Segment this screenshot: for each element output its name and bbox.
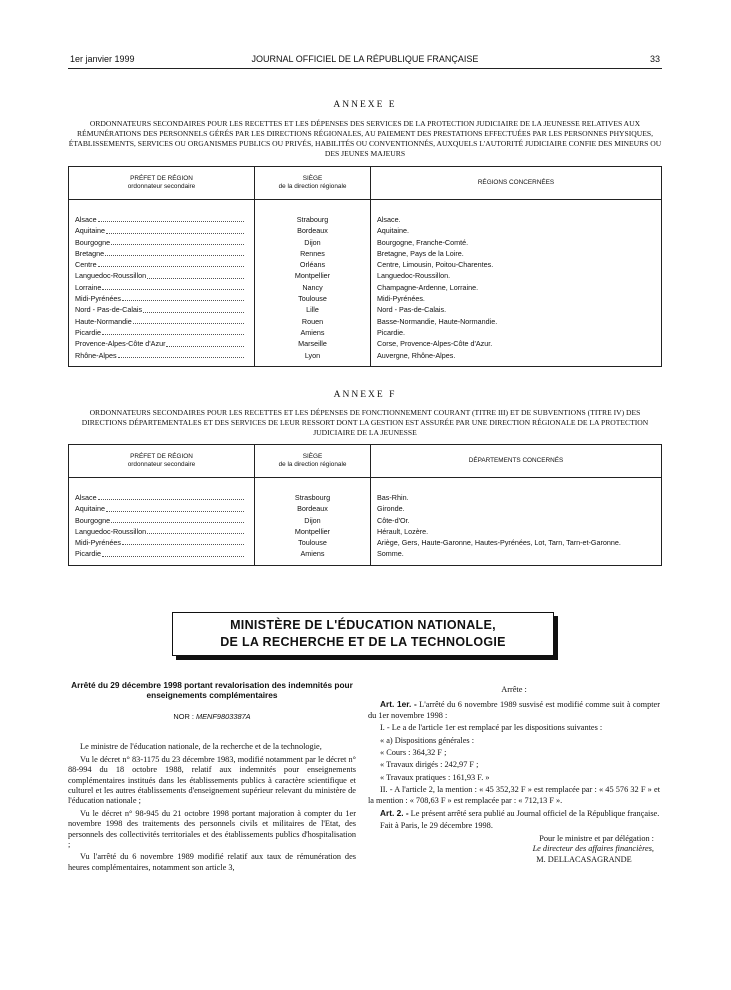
prefet-list [69, 200, 254, 366]
table-row-concerned: Corse, Provence-Alpes-Côte d'Azur. [377, 339, 493, 349]
table-row-concerned: Ariège, Gers, Haute-Garonne, Hautes-Pyrénées, Lot, Tarn, Tarn-et-Garonne. [377, 538, 621, 548]
table-row-siege: Amiens [300, 549, 325, 559]
dot-leader [106, 225, 244, 233]
siege-list [255, 200, 370, 366]
dot-leader [133, 316, 244, 324]
table-row-concerned: Bas-Rhin. [377, 493, 409, 502]
departements-concerned-list [371, 478, 661, 565]
article-1-dispositions: « a) Dispositions générales : [380, 735, 475, 745]
article-1 [368, 699, 660, 721]
col-header-siege [255, 167, 371, 200]
col-header-departements: DÉPARTEMENTS CONCERNÉS [371, 445, 662, 478]
table-row-concerned: Centre, Limousin, Poitou-Charentes. [377, 260, 494, 270]
table-row-concerned: Alsace. [377, 215, 401, 224]
siege-column [255, 200, 371, 367]
journal-title: JOURNAL OFFICIEL DE LA RÉPUBLIQUE FRANÇAISE [251, 54, 479, 64]
preamble-paragraph: Vu l'arrêté du 6 novembre 1989 modifié relatif aux taux de rémunération des heures complémentaires, notamment son article 3, [68, 852, 356, 872]
region-name: Centre [75, 260, 97, 270]
annexe-f-description: ORDONNATEURS SECONDAIRES POUR LES RECETTES ET LES DÉPENSES DE FONCTIONNEMENT COURANT (TITRE III) ET DE SUBVENTIONS (TITRE IV) DES DIRECTIONS DÉPARTEMENTALES ET DES SERVICES DE LEUR RESSORT DONT LA GESTION EST ASSURÉE PAR UNE DIRECTION RÉGIONALE DE LA PROTECTION JUDICIAIRE DE LA JEUNESSE [81, 408, 649, 437]
table-row-region [69, 503, 254, 514]
regions-concerned-list [371, 200, 661, 366]
table-row-concerned: Picardie. [377, 327, 405, 337]
table-row-siege: Nancy [302, 282, 323, 292]
siege-column [255, 478, 371, 566]
article-1-part-i: I. - Le a de l'article 1er est remplacé par les dispositions suivantes : [380, 723, 603, 733]
col-header-regions: RÉGIONS CONCERNÉES [371, 167, 662, 200]
region-name: Bourgogne [75, 237, 111, 247]
table-row-concerned: Languedoc-Roussillon. [377, 271, 451, 281]
dot-leader [118, 350, 244, 358]
table-row-siege: Rouen [301, 316, 324, 326]
col-header-prefet [69, 167, 255, 200]
col-header-siege-line1: SIÈGE [302, 453, 323, 460]
region-name: Midi-Pyrénées [75, 294, 121, 304]
col-header-siege [255, 445, 371, 478]
dot-leader [102, 548, 244, 556]
table-row-siege: Montpellier [294, 526, 331, 536]
nor-code: MENF9803387A [195, 712, 251, 721]
table-row-region [69, 248, 254, 259]
region-name: Picardie [75, 327, 101, 337]
table-row-siege: Lille [306, 305, 319, 315]
col-header-prefet [69, 445, 255, 478]
col-header-siege-line1: SIÈGE [302, 175, 323, 182]
page-header [70, 54, 660, 68]
table-row-region [69, 237, 254, 248]
col-header-siege-line2: de la direction régionale [278, 183, 347, 190]
region-name: Bourgogne [75, 515, 111, 525]
header-rule [68, 68, 662, 69]
article-1-cours: « Cours : 364,32 F ; [380, 748, 447, 758]
nor-label: NOR : [173, 712, 194, 721]
right-column [368, 685, 660, 865]
region-name: Picardie [75, 549, 101, 559]
signature-line-2: Le directeur des affaires financières, [532, 844, 654, 854]
dot-leader [143, 304, 244, 312]
article-1-travaux-diriges: « Travaux dirigés : 242,97 F ; [380, 760, 479, 770]
article-2 [368, 808, 660, 819]
table-row-region [69, 548, 254, 559]
table-row-concerned: Champagne-Ardenne, Lorraine. [377, 282, 479, 292]
arrete-title: Arrêté du 29 décembre 1998 portant revalorisation des indemnités pour enseignements complémentaires [71, 680, 353, 700]
region-name: Languedoc-Roussillon [75, 271, 147, 281]
table-row-siege: Montpellier [294, 271, 331, 281]
article-2-label: Art. 2. - [380, 808, 409, 819]
region-name: Languedoc-Roussillon [75, 526, 147, 536]
region-name: Aquitaine [75, 226, 105, 236]
page-number: 33 [649, 54, 660, 64]
table-row-concerned: Gironde. [377, 504, 405, 514]
table-row-region [69, 492, 254, 503]
table-row-concerned: Côte-d'Or. [377, 515, 410, 525]
dot-leader [111, 237, 244, 245]
table-row-region [69, 270, 254, 281]
table-row-siege: Toulouse [298, 538, 327, 548]
table-row-siege: Marseille [298, 339, 327, 349]
table-row-region [69, 214, 254, 225]
prefet-column [69, 200, 255, 367]
ministry-heading-box [172, 612, 554, 656]
table-row-region [69, 316, 254, 327]
table-row-siege: Strasbourg [294, 493, 331, 502]
table-row-concerned: Bourgogne, Franche-Comté. [377, 237, 469, 247]
region-name: Lorraine [75, 282, 102, 292]
dot-leader [166, 338, 244, 346]
signatory-name: M. DELLACASAGRANDE [536, 854, 632, 864]
article-1-label: Art. 1er. - [380, 699, 417, 710]
ministry-line-1: MINISTÈRE DE L'ÉDUCATION NATIONALE, [230, 618, 496, 632]
nor-reference [68, 712, 356, 722]
col-header-prefet-line1: PRÉFET DE RÉGION [130, 453, 193, 460]
region-name: Alsace [75, 493, 97, 502]
table-row-concerned: Hérault, Lozère. [377, 526, 429, 536]
dot-leader [106, 503, 244, 511]
col-header-prefet-line2: ordonnateur secondaire [127, 183, 196, 190]
prefet-column [69, 478, 255, 566]
table-row-region [69, 515, 254, 526]
table-row-region [69, 526, 254, 537]
table-row-siege: Rennes [300, 248, 325, 258]
done-at: Fait à Paris, le 29 décembre 1998. [380, 821, 493, 831]
header-date: 1er janvier 1999 [70, 54, 135, 64]
table-row-region [69, 327, 254, 338]
table-row-concerned: Midi-Pyrénées. [377, 294, 425, 304]
dot-leader [102, 282, 244, 290]
table-row-siege: Orléans [299, 260, 326, 270]
col-header-prefet-line2: ordonnateur secondaire [127, 461, 196, 468]
region-name: Midi-Pyrénées [75, 538, 121, 548]
region-name: Bretagne [75, 248, 105, 258]
prefet-list [69, 478, 254, 565]
table-row-region [69, 350, 254, 361]
table-row-siege: Toulouse [298, 294, 327, 304]
table-row-concerned: Nord - Pas-de-Calais. [377, 305, 447, 315]
preamble-paragraph: Vu le décret n° 83-1175 du 23 décembre 1983, modifié notamment par le décret n° 88-994 du 18 octobre 1988, relatif aux indemnités pour enseignements complémentaires institués dans les établissements publics à caractère scientifique et culturel et les autres établissements d'enseignement supérieur relevant du ministère de l'éducation nationale ; [68, 754, 356, 806]
article-1-text: L'arrêté du 6 novembre 1989 susvisé est modifié comme suit à compter du 1er novembre 1998 : [368, 700, 661, 720]
regions-concerned-column [371, 200, 662, 367]
signature-line-1: Pour le ministre et par délégation : [539, 833, 654, 843]
table-row-region [69, 225, 254, 236]
dot-leader [122, 293, 244, 301]
region-name: Aquitaine [75, 504, 105, 514]
annexe-f-title: ANNEXE F [333, 390, 397, 400]
dot-leader [98, 214, 244, 222]
ministry-line-2: DE LA RECHERCHE ET DE LA TECHNOLOGIE [220, 635, 506, 649]
dot-leader [98, 259, 244, 267]
table-row-region [69, 304, 254, 315]
table-row-concerned: Bretagne, Pays de la Loire. [377, 248, 464, 258]
preamble-paragraph: Le ministre de l'éducation nationale, de la recherche et de la technologie, [80, 742, 322, 752]
table-row-region [69, 338, 254, 349]
table-row-siege: Lyon [304, 350, 321, 360]
preamble-paragraph: Vu le décret n° 98-945 du 21 octobre 1998 portant majoration à compter du 1er novembre 1998 des traitements des personnels civils et militaires de l'Etat, des personnels des collectivités territoriales et des établissements publics d'hospitalisation ; [68, 808, 356, 850]
table-row-concerned: Auvergne, Rhône-Alpes. [377, 350, 456, 360]
dot-leader [102, 327, 244, 335]
table-row-siege: Amiens [300, 327, 325, 337]
table-row-siege: Bordeaux [297, 504, 328, 514]
dot-leader [147, 270, 244, 278]
region-name: Alsace [75, 215, 97, 224]
table-row-siege: Bordeaux [297, 226, 328, 236]
article-2-text: Le présent arrêté sera publié au Journal officiel de la République française. [410, 809, 660, 819]
dot-leader [98, 492, 244, 500]
region-name: Provence-Alpes-Côte d'Azur [75, 339, 166, 349]
article-1-travaux-pratiques: « Travaux pratiques : 161,93 F. » [380, 772, 490, 782]
annexe-e-description: ORDONNATEURS SECONDAIRES POUR LES RECETTES ET LES DÉPENSES DES SERVICES DE LA PROTECTION JUDICIAIRE DE LA JEUNESSE RELATIVES AUX RÉMUNÉRATIONS DES PERSONNELS GÉRÉS PAR LES DIRECTIONS RÉGIONALES, AU PAIEMENT DES PRESTATIONS EFFECTUÉES PAR LES PERSONNES PHYSIQUES, ÉTABLISSEMENTS, SERVICES OU ORGANISMES PUBLICS OU PRIVÉS, HABILITÉS OU CONVENTIONNÉS, AUXQUELS L'AUTORITÉ JUDICIAIRE CONFIE DES MINEURS OU DES JEUNES MAJEURS [68, 119, 662, 158]
table-row-siege: Strabourg [296, 215, 329, 224]
table-row-region [69, 293, 254, 304]
departements-concerned-column [371, 478, 662, 566]
dot-leader [105, 248, 244, 256]
table-row-concerned: Aquitaine. [377, 226, 409, 236]
annexe-f-table [68, 444, 662, 566]
article-1-part-ii: II. - A l'article 2, la mention : « 45 352,32 F » est remplacée par : « 45 576 32 F » et la mention : « 708,63 F » est remplacée par : « 712,13 F ». [368, 785, 660, 805]
table-row-siege: Dijon [304, 237, 321, 247]
table-row-concerned: Somme. [377, 549, 404, 559]
region-name: Haute-Normandie [75, 316, 132, 326]
table-row-concerned: Basse-Normandie, Haute-Normandie. [377, 316, 498, 326]
region-name: Rhône-Alpes [75, 350, 117, 360]
annexe-e-title: ANNEXE E [333, 100, 397, 110]
dot-leader [111, 515, 244, 523]
dot-leader [122, 537, 244, 545]
table-row-region [69, 282, 254, 293]
table-row-region [69, 259, 254, 270]
table-row-siege: Dijon [304, 515, 321, 525]
table-row-region [69, 537, 254, 548]
dot-leader [147, 526, 244, 534]
siege-list [255, 478, 370, 565]
left-column [68, 680, 356, 875]
arrete-word: Arrête : [501, 685, 527, 694]
col-header-prefet-line1: PRÉFET DE RÉGION [130, 175, 193, 182]
col-header-siege-line2: de la direction régionale [278, 461, 347, 468]
annexe-e-table [68, 166, 662, 367]
region-name: Nord - Pas-de-Calais [75, 305, 143, 315]
